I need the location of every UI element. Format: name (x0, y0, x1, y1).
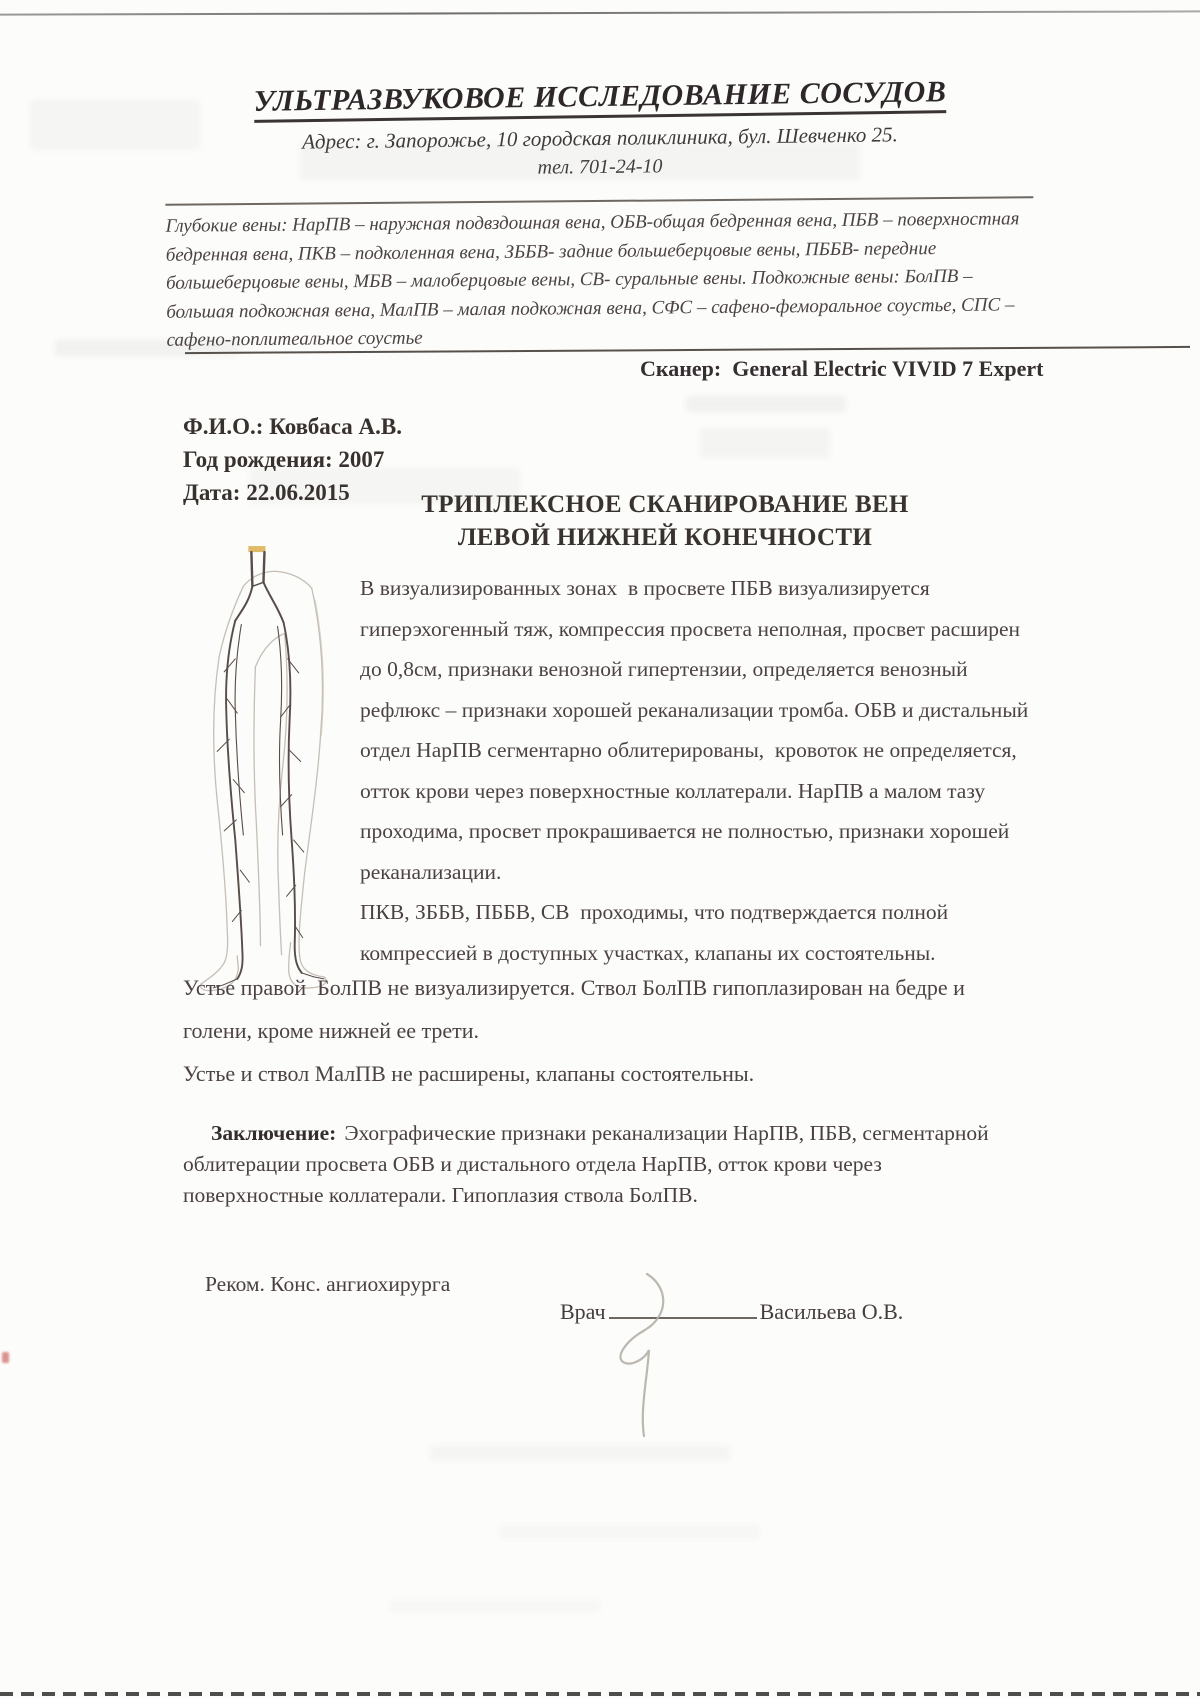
bleed-through-artifact (390, 1600, 600, 1612)
scan-edge-artifact-bottom (0, 1692, 1200, 1696)
conclusion-line (183, 1118, 989, 1149)
clinic-phone: тел. 701-24-10 (537, 155, 663, 179)
bleed-through-artifact (700, 428, 830, 458)
findings-line: Устье и ствол МалПВ не расширены, клапаны состоятельны. (183, 1061, 755, 1086)
exam-title-line2: ЛЕВОЙ НИЖНЕЙ КОНЕЧНОСТИ (457, 524, 873, 551)
document-title (0, 72, 1200, 123)
patient-name: Ф.И.О.: Ковбаса А.В. (183, 414, 402, 439)
scanner-info (640, 356, 1043, 382)
document-title-text: УЛЬТРАЗВУКОВОЕ ИССЛЕДОВАНИЕ СОСУДОВ (253, 75, 946, 123)
scanner-value: General Electric VIVID 7 Expert (732, 356, 1044, 381)
findings-paragraph (360, 568, 1028, 973)
exam-title (330, 488, 1000, 554)
scanner-label: Сканер: (640, 356, 722, 381)
bleed-through-artifact (686, 396, 846, 412)
findings-line: реканализации. (360, 859, 502, 884)
scan-edge-artifact-top (0, 10, 1200, 15)
conclusion-label: Заключение: (211, 1121, 337, 1145)
patient-birth-year: Год рождения: 2007 (183, 446, 385, 472)
findings-line: до 0,8см, признаки венозной гипертензии, определяется венозный (360, 657, 968, 681)
vein-abbreviations-legend: Глубокие вены: НарПВ – наружная подвздошная вена, ОБВ-общая бедренная вена, ПБВ – поверхностная бедренная вена, ПКВ – подколенная вена, ЗББВ- задние большеберцовые вены, ПББВ- передние большеберцовые вены, МБВ – малоберцовые вены, СВ- суральные вены. Подкожные вены: БолПВ – большая подкожная вена, МалПВ – малая подкожная вена, СФС – сафено-феморальное соустье, СПС – сафено-поплитеальное соустье (165, 196, 1034, 355)
exam-date: Дата: 22.06.2015 (183, 479, 350, 505)
findings-line: проходима, просвет прокрашивается не полностью, признаки хорошей (360, 819, 1010, 843)
findings-line: В визуализированных зонах в просвете ПБВ визуализируется (360, 576, 930, 600)
bleed-through-artifact (430, 1445, 730, 1461)
conclusion-line: облитерации просвета ОБВ и дистального отдела НарПВ, отток крови через (183, 1152, 882, 1176)
findings-line: отдел НарПВ сегментарно облитерированы, кровоток не определяется, (360, 738, 1017, 762)
recommendation-note: Реком. Конс. ангиохирурга (205, 1272, 451, 1296)
findings-line: гиперэхогенный тяж, компрессия просвета неполная, просвет расширен (360, 616, 1021, 641)
conclusion-text: Эхографические признаки реканализации НарПВ, ПБВ, сегментарной (344, 1121, 989, 1145)
findings-line: отток крови через поверхностные коллатерали. НарПВ а малом тазу (360, 778, 986, 803)
findings-line: рефлюкс – признаки хорошей реканализации тромба. ОБВ и дистальный (360, 697, 1029, 722)
clinic-address: Адрес: г. Запорожье, 10 городская поликлиника, бул. Шевченко 25. (301, 122, 898, 154)
findings-line: компрессией в доступных участках, клапаны их состоятельны. (360, 940, 936, 965)
exam-title-line1: ТРИПЛЕКСНОЕ СКАНИРОВАНИЕ ВЕН (421, 491, 909, 518)
doctor-label: Врач (560, 1299, 606, 1324)
findings-line: ПКВ, ЗББВ, ПББВ, СВ проходимы, что подтверждается полной (360, 900, 949, 924)
bleed-through-artifact (500, 1525, 760, 1539)
signature-squiggle (585, 1262, 715, 1442)
findings-continued-paragraph (183, 966, 965, 1095)
findings-line: голени, кроме нижней ее трети. (183, 1018, 480, 1043)
conclusion-line: поверхностные коллатерали. Гипоплазия ствола БолПВ. (183, 1183, 698, 1207)
doctor-name: Васильева О.В. (759, 1299, 904, 1324)
scan-speck (2, 1352, 9, 1363)
legs-veins-diagram (190, 538, 348, 996)
conclusion-paragraph (183, 1118, 989, 1211)
findings-line: Устье правой БолПВ не визуализируется. Ствол БолПВ гипоплазирован на бедре и (183, 975, 965, 1000)
